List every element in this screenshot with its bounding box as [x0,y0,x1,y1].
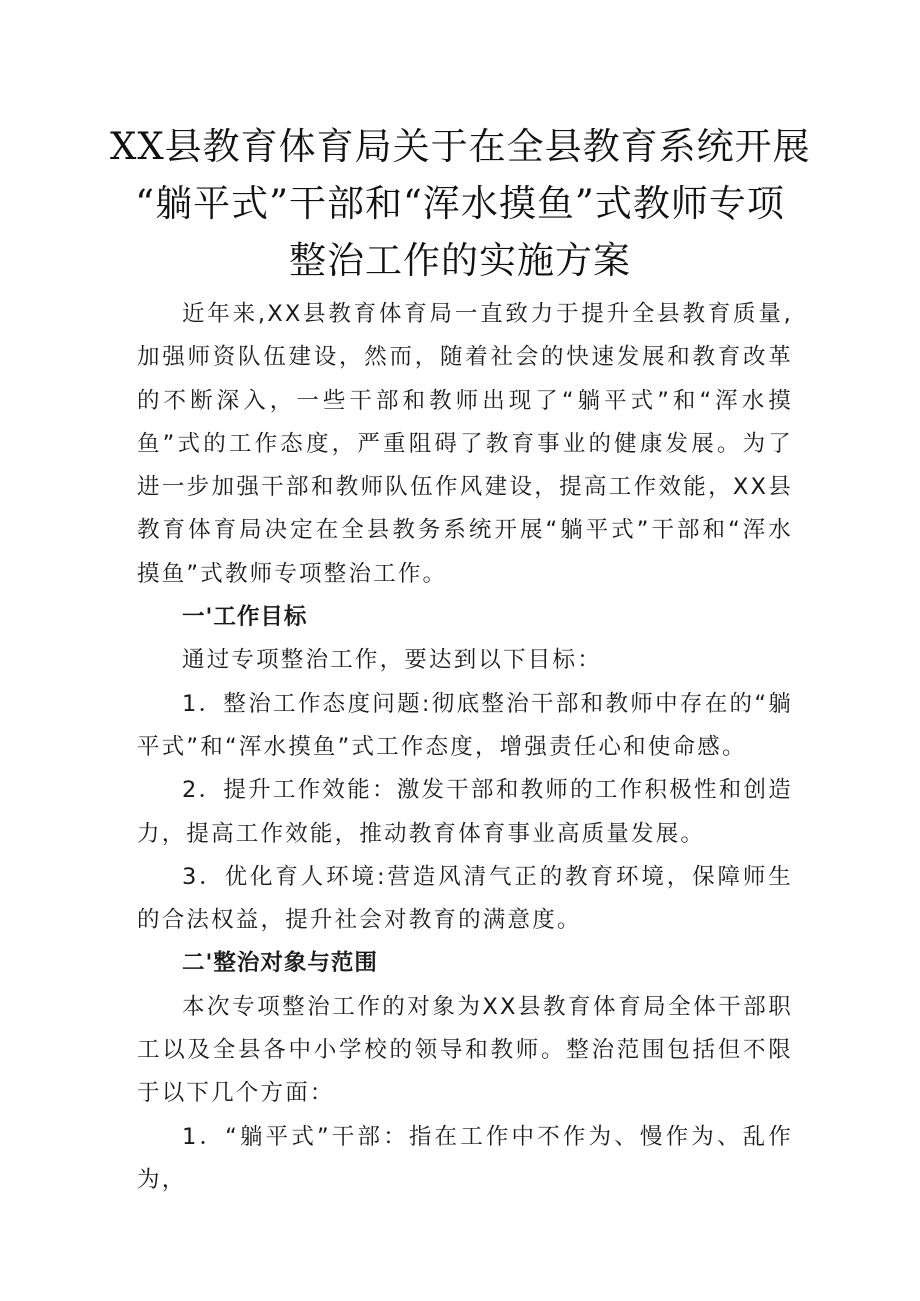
section-lead-goals: 通过专项整治工作，要达到以下目标： [182,647,602,674]
section-lead-scope: 本次专项整治工作的对象为XX县教育体育局全体干部职工以及全县各中小学校的领导和教师。整治范围包括但不限于以下几个方面： [137,993,793,1107]
title-line-3: 整治工作的实施方案 [289,239,631,282]
section-heading-scope: 二'整治对象与范围 [182,950,378,977]
section-heading-goals: 一'工作目标 [182,604,308,631]
goal-item-3: 3．优化育人环境:营造风清气正的教育环境，保障师生的合法权益，提升社会对教育的满意度。 [137,863,793,934]
scope-item-1: 1．“躺平式”干部：指在工作中不作为、慢作为、乱作为， [137,1123,793,1193]
goal-item-1: 1．整治工作态度问题:彻底整治干部和教师中存在的“躺平式”和“浑水摸鱼”式工作态度，增强责任心和使命感。 [137,690,793,760]
goal-item-2: 2．提升工作效能：激发干部和教师的工作积极性和创造力，提高工作效能，推动教育体育事业高质量发展。 [137,777,793,847]
title-line-2: “躺平式”干部和“浑水摸鱼”式教师专项 [135,182,785,225]
document-title [110,118,810,289]
intro-paragraph: 近年来,XX县教育体育局一直致力于提升全县教育质量,加强师资队伍建设，然而，随着社会的快速发展和教育改革的不断深入，一些干部和教师出现了“躺平式”和“浑水摸鱼”式的工作态度，严重阻碍了教育事业的健康发展。为了进一步加强干部和教师队伍作风建设，提高工作效能，XX县教育体育局决定在全县教务系统开展“躺平式”干部和“浑水摸鱼”式教师专项整治工作。 [137,301,793,587]
title-line-1: XX县教育体育局关于在全县教育系统开展 [110,125,811,168]
document-body [137,293,793,1202]
